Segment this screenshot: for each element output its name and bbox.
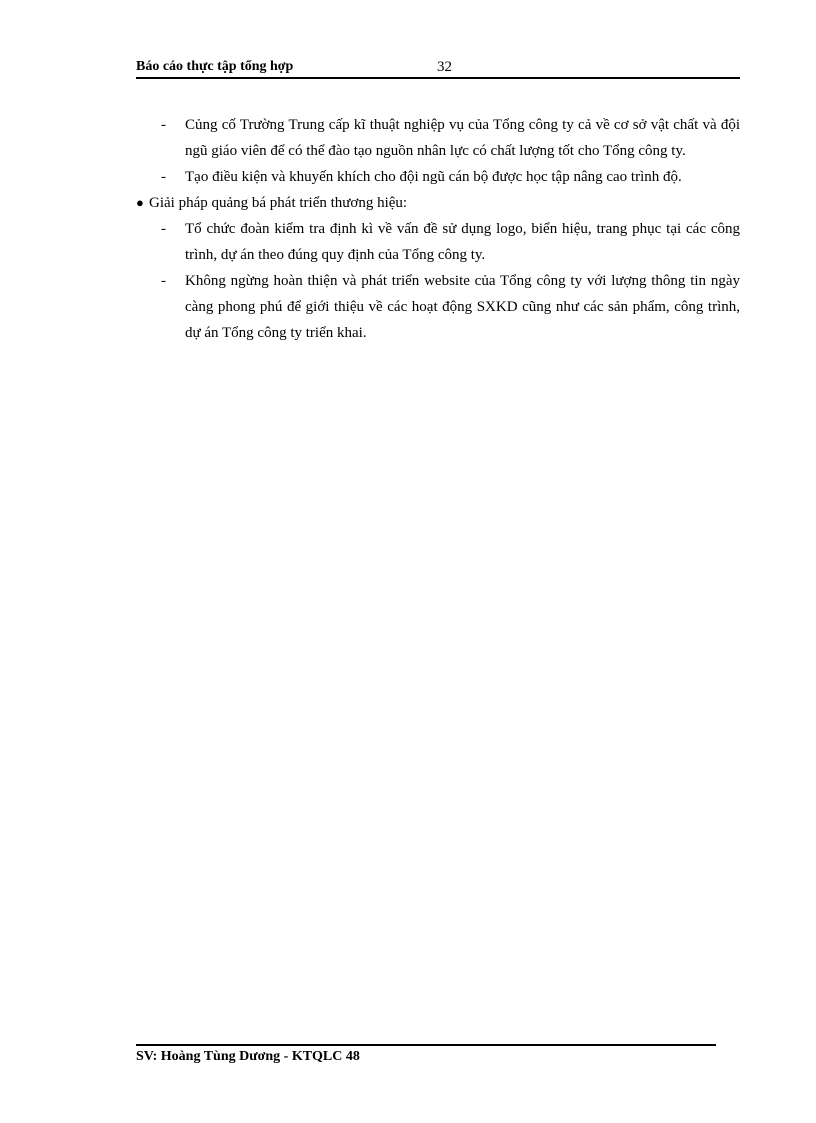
footer-divider (136, 1044, 716, 1046)
dash-marker: - (161, 169, 166, 185)
header-divider (136, 77, 740, 79)
section-heading-text: Giải pháp quảng bá phát triển thương hiệu: (149, 195, 408, 211)
dash-marker: - (161, 273, 166, 289)
list-item (136, 216, 740, 268)
list-item-text: Tổ chức đoàn kiểm tra định kì về vấn đề sử dụng logo, biển hiệu, trang phục tại các công trình, dự án theo đúng quy định của Tổng công ty. (185, 221, 740, 263)
list-item-text: Không ngừng hoàn thiện và phát triển website của Tổng công ty với lượng thông tin ngày càng phong phú để giới thiệu về các hoạt động SXKD cũng như các sản phẩm, công trình, dự án Tổng công ty triển khai. (185, 273, 740, 341)
list-item-text: Tạo điều kiện và khuyến khích cho đội ngũ cán bộ được học tập nâng cao trình độ. (185, 169, 682, 185)
page-footer: SV: Hoàng Tùng Dương - KTQLC 48 (136, 1049, 360, 1064)
dash-marker: - (161, 117, 166, 133)
page-header (136, 58, 740, 78)
document-body (136, 112, 740, 346)
bullet-icon: ● (136, 195, 144, 210)
list-item (136, 268, 740, 346)
page-number: 32 (437, 59, 452, 75)
list-item (136, 112, 740, 164)
dash-marker: - (161, 221, 166, 237)
section-heading-item (136, 190, 740, 216)
report-title: Báo cáo thực tập tổng hợp (136, 59, 294, 74)
list-item-text: Củng cố Trường Trung cấp kĩ thuật nghiệp vụ của Tổng công ty cả về cơ sở vật chất và đội ngũ giáo viên để có thể đào tạo nguồn nhân lực có chất lượng tốt cho Tổng công ty. (185, 117, 740, 159)
list-item (136, 164, 740, 190)
